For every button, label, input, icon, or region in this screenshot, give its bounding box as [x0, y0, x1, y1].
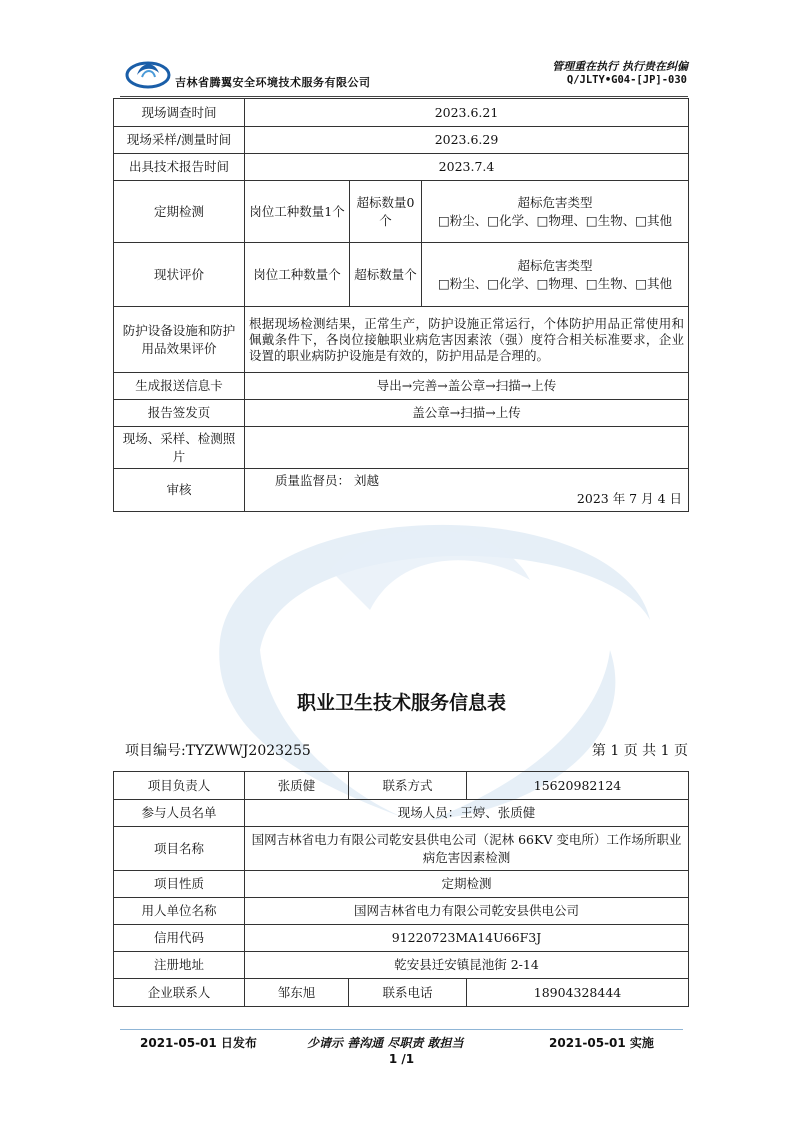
cell-label: 联系电话	[349, 979, 467, 1007]
table-row	[114, 181, 689, 243]
cell-value: 超标数量个	[350, 243, 422, 307]
page-number: 1 /1	[388, 1052, 415, 1066]
cell-value: 岗位工种数量1个	[245, 181, 350, 243]
table-row	[114, 898, 689, 925]
info-table	[113, 771, 689, 1007]
table-row	[114, 827, 689, 871]
cell-label: 现场调查时间	[114, 99, 245, 127]
table-row	[114, 800, 689, 827]
footer-divider	[120, 1029, 683, 1030]
cell-value: 18904328444	[467, 979, 689, 1007]
company-logo-icon	[125, 55, 171, 89]
document-number: Q/JLTY•G04-[JP]-030	[566, 74, 687, 86]
cell-value: 乾安县迁安镇昆池街 2-14	[245, 952, 689, 979]
table-row	[114, 871, 689, 898]
cell-label: 企业联系人	[114, 979, 245, 1007]
table-row	[114, 772, 689, 800]
cell-value: 91220723MA14U66F3J	[245, 925, 689, 952]
info-sheet-title: 职业卫生技术服务信息表	[296, 692, 506, 714]
table-row	[114, 427, 689, 469]
header-divider	[120, 96, 688, 97]
cell-label: 现场、采样、检测照片	[114, 427, 245, 469]
cell-value: 定期检测	[245, 871, 689, 898]
cell-label: 报告签发页	[114, 400, 245, 427]
cell-value: 岗位工种数量个	[245, 243, 350, 307]
cell-label: 用人单位名称	[114, 898, 245, 925]
cell-value: 15620982124	[467, 772, 689, 800]
hazard-options: □粉尘、□化学、□物理、□生物、□其他	[437, 275, 673, 291]
cell-value: 根据现场检测结果，正常生产，防护设施正常运行，个体防护用品正常使用和佩戴条件下，各岗位接触职业病危害因素浓（强）度符合相关标准要求，企业设置的职业病防护设施是有效的，防护用品是合理的。	[245, 307, 689, 373]
cell-label: 审核	[114, 469, 245, 512]
cell-value: 超标数量0个	[350, 181, 422, 243]
cell-value: 现场人员：王婷、张质健	[245, 800, 689, 827]
audit-date: 2023 年 7 月 4 日	[576, 491, 683, 506]
cell-label: 注册地址	[114, 952, 245, 979]
publish-date: 2021-05-01 日发布	[140, 1036, 257, 1050]
cell-label: 现状评价	[114, 243, 245, 307]
cell-label: 定期检测	[114, 181, 245, 243]
process-table	[113, 98, 689, 512]
project-number: 项目编号:TYZWWJ2023255	[125, 743, 311, 759]
table-row	[114, 400, 689, 427]
table-row	[114, 469, 689, 512]
cell-audit	[245, 469, 689, 512]
cell-hazard	[422, 243, 689, 307]
table-row	[114, 979, 689, 1007]
table-row	[114, 127, 689, 154]
hazard-title: 超标危害类型	[517, 194, 593, 210]
table-row	[114, 154, 689, 181]
cell-label: 项目性质	[114, 871, 245, 898]
audit-supervisor: 质量监督员： 刘越	[275, 473, 379, 488]
cell-value: 国网吉林省电力有限公司乾安县供电公司	[245, 898, 689, 925]
cell-value: 邹东旭	[245, 979, 349, 1007]
cell-value: 2023.6.21	[245, 99, 689, 127]
hazard-title: 超标危害类型	[517, 257, 593, 273]
cell-label: 项目负责人	[114, 772, 245, 800]
cell-label: 信用代码	[114, 925, 245, 952]
page-info: 第 1 页 共 1 页	[591, 743, 688, 759]
cell-value: 2023.7.4	[245, 154, 689, 181]
cell-label: 出具技术报告时间	[114, 154, 245, 181]
cell-label: 联系方式	[349, 772, 467, 800]
cell-value: 2023.6.29	[245, 127, 689, 154]
cell-label: 生成报送信息卡	[114, 373, 245, 400]
company-name: 吉林省腾翼安全环境技术服务有限公司	[175, 76, 371, 89]
header-slogan: 管理重在执行 执行贵在纠偏	[552, 60, 688, 73]
table-row	[114, 373, 689, 400]
table-row	[114, 952, 689, 979]
cell-label: 现场采样/测量时间	[114, 127, 245, 154]
implement-date: 2021-05-01 实施	[549, 1036, 654, 1050]
cell-value: 导出→完善→盖公章→扫描→上传	[245, 373, 689, 400]
table-row	[114, 99, 689, 127]
table-row	[114, 925, 689, 952]
table-row	[114, 243, 689, 307]
cell-value: 张质健	[245, 772, 349, 800]
cell-label: 防护设备设施和防护用品效果评价	[114, 307, 245, 373]
cell-value: 盖公章→扫描→上传	[245, 400, 689, 427]
cell-label: 项目名称	[114, 827, 245, 871]
cell-value: 国网吉林省电力有限公司乾安县供电公司（泥林 66KV 变电所）工作场所职业病危害因素检测	[245, 827, 689, 871]
cell-hazard	[422, 181, 689, 243]
footer-motto: 少请示 善沟通 尽职责 敢担当	[307, 1036, 464, 1050]
cell-label: 参与人员名单	[114, 800, 245, 827]
cell-value	[245, 427, 689, 469]
hazard-options: □粉尘、□化学、□物理、□生物、□其他	[437, 212, 673, 228]
table-row	[114, 307, 689, 373]
